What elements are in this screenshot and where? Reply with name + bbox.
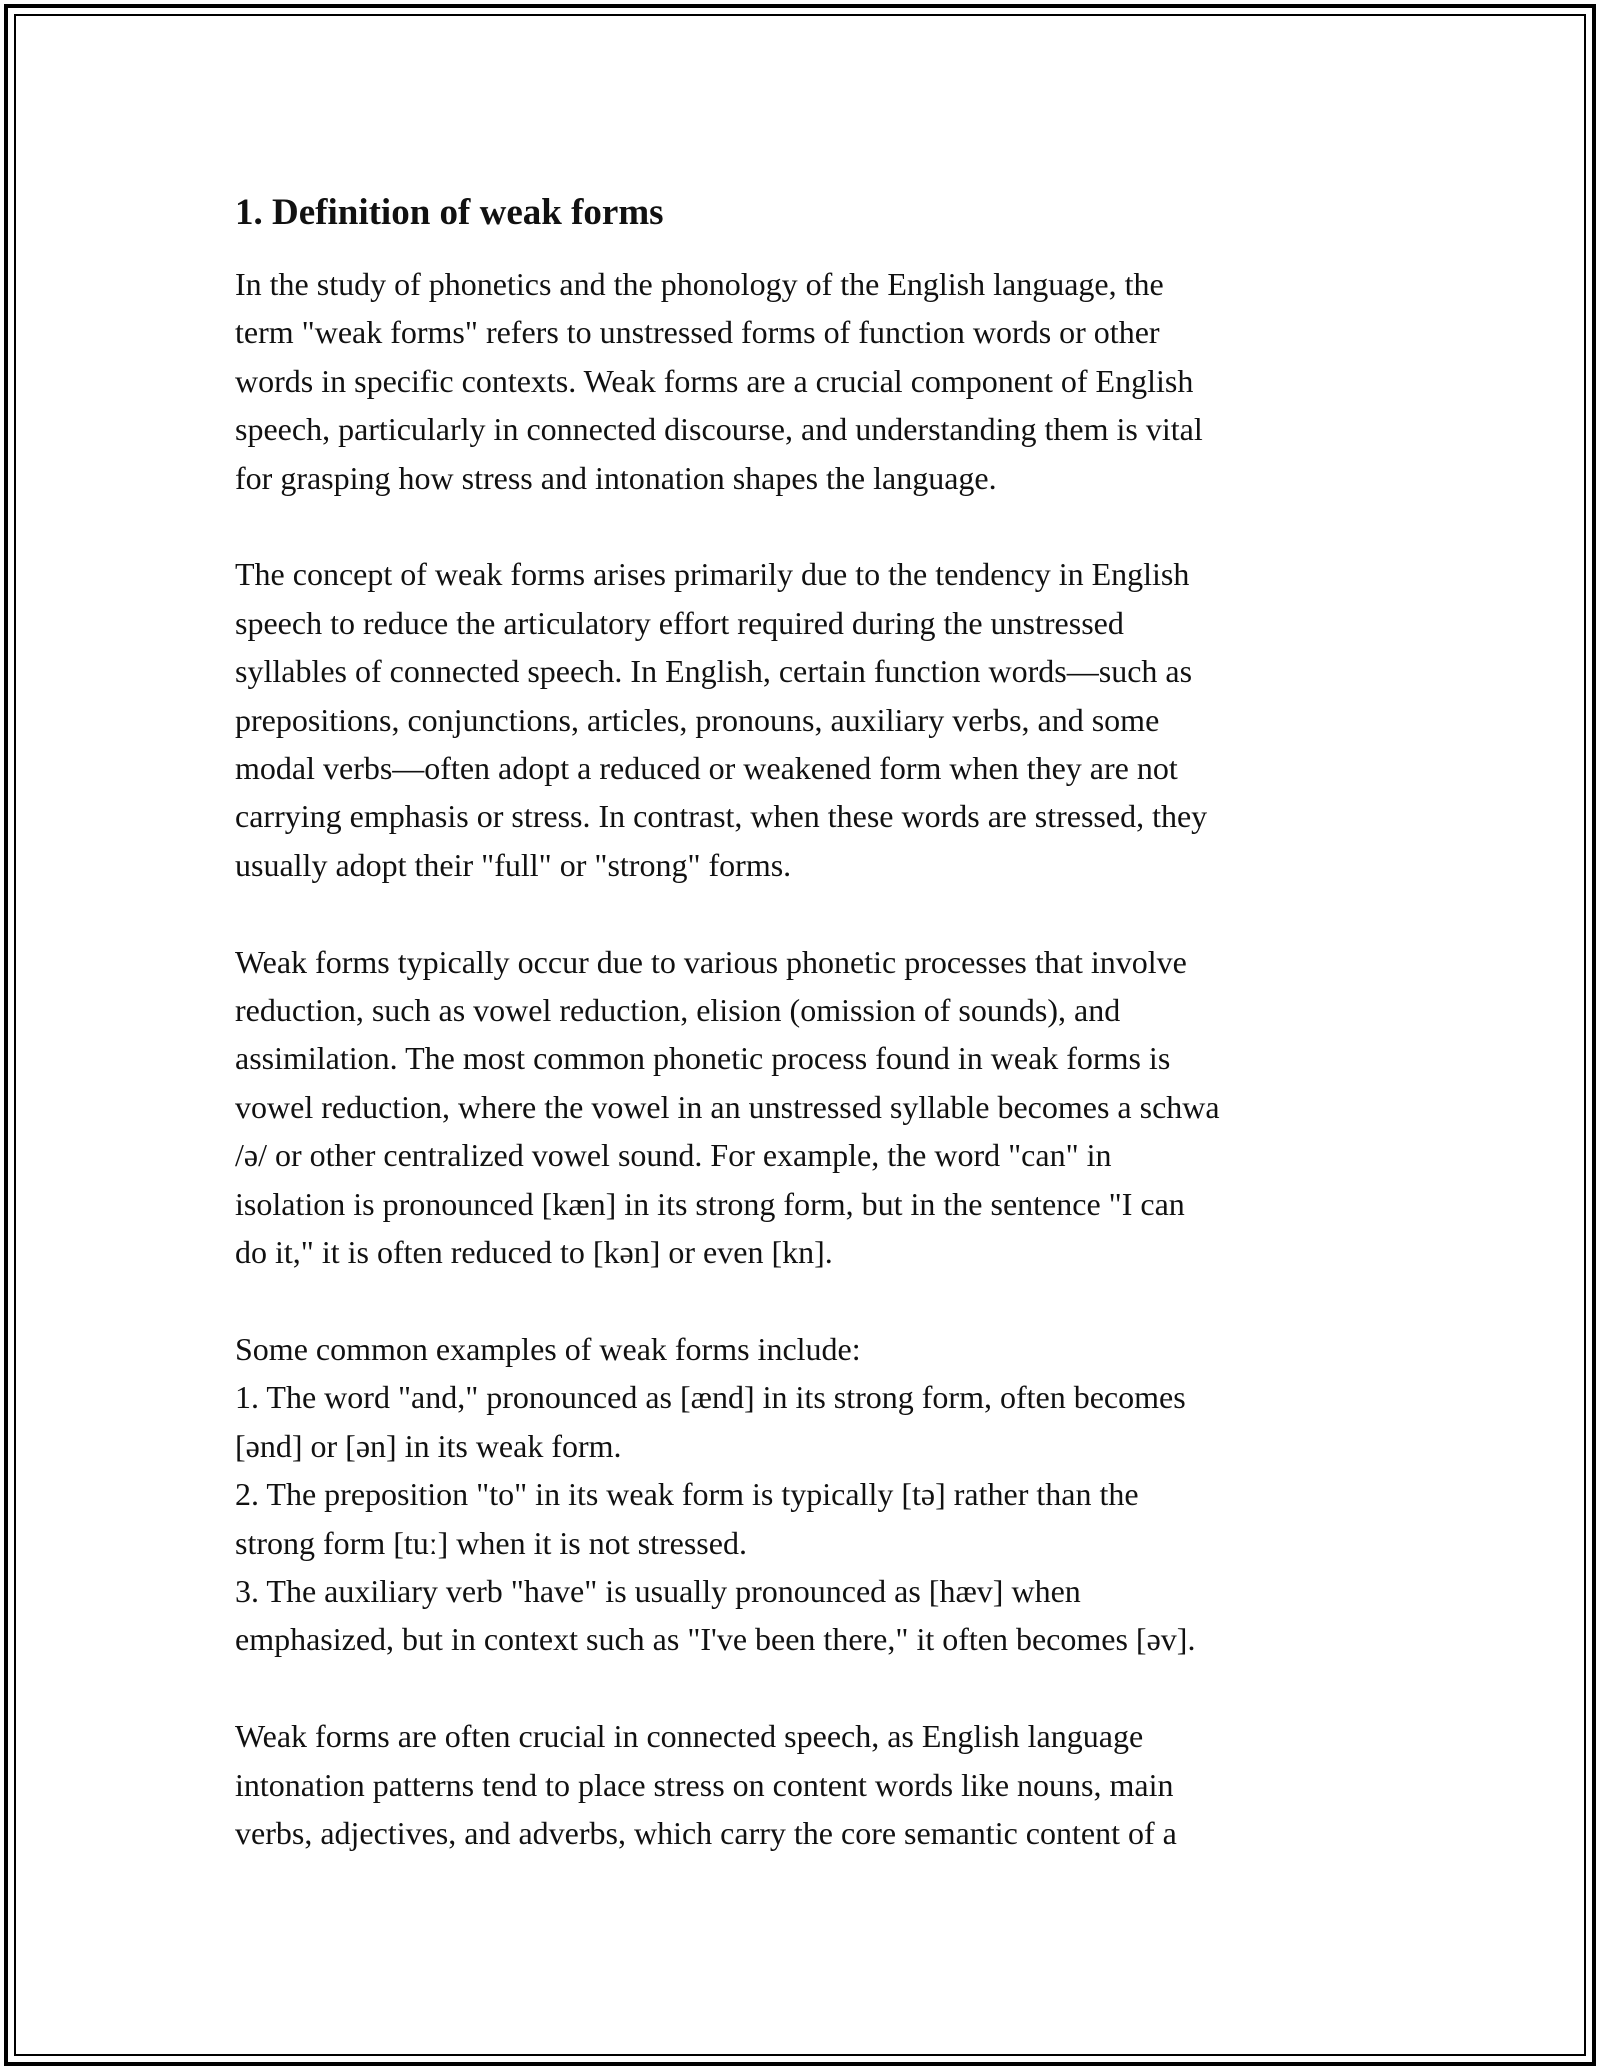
paragraph-examples	[235, 1325, 1385, 1664]
paragraph-definition	[235, 260, 1385, 502]
text-line: 1. The word "and," pronounced as [ænd] in its strong form, often becomes	[235, 1379, 1186, 1416]
text-line: syllables of connected speech. In English, certain function words—such as	[235, 653, 1193, 690]
text-line: term "weak forms" refers to unstressed forms of function words or other	[235, 314, 1160, 351]
text-line: 3. The auxiliary verb "have" is usually pronounced as [hæv] when	[235, 1572, 1081, 1609]
text-line: words in specific contexts. Weak forms are a crucial component of English	[235, 362, 1194, 399]
text-line: speech, particularly in connected discourse, and understanding them is vital	[235, 411, 1203, 448]
text-line: The concept of weak forms arises primarily due to the tendency in English	[235, 556, 1190, 593]
text-line: do it," it is often reduced to [kən] or even [kn].	[235, 1234, 833, 1271]
text-line: vowel reduction, where the vowel in an unstressed syllable becomes a schwa	[235, 1088, 1220, 1125]
text-line: usually adopt their "full" or "strong" forms.	[235, 846, 792, 883]
text-line: isolation is pronounced [kæn] in its strong form, but in the sentence "I can	[235, 1185, 1185, 1222]
text-line: In the study of phonetics and the phonology of the English language, the	[235, 266, 1164, 302]
text-line: emphasized, but in context such as "I've been there," it often becomes [əv].	[235, 1621, 1196, 1658]
text-line: verbs, adjectives, and adverbs, which carry the core semantic content of a	[235, 1814, 1177, 1851]
text-line: strong form [tuː] when it is not stressed.	[235, 1524, 747, 1561]
document-body	[235, 188, 1385, 1906]
text-line: Weak forms typically occur due to various phonetic processes that involve	[235, 943, 1187, 980]
paragraph-processes	[235, 938, 1385, 1277]
text-line: Some common examples of weak forms include:	[235, 1330, 861, 1367]
paragraph-connected-speech	[235, 1712, 1385, 1857]
text-line: for grasping how stress and intonation shapes the language.	[235, 459, 997, 496]
text-line: prepositions, conjunctions, articles, pronouns, auxiliary verbs, and some	[235, 701, 1160, 738]
text-line: reduction, such as vowel reduction, elision (omission of sounds), and	[235, 992, 1121, 1029]
text-line: Weak forms are often crucial in connected speech, as English language	[235, 1718, 1144, 1755]
paragraph-concept	[235, 550, 1385, 889]
section-heading: 1. Definition of weak forms	[235, 192, 664, 233]
text-line: intonation patterns tend to place stress on content words like nouns, main	[235, 1766, 1174, 1803]
text-line: [ənd] or [ən] in its weak form.	[235, 1427, 622, 1464]
text-line: assimilation. The most common phonetic process found in weak forms is	[235, 1040, 1171, 1077]
text-line: 2. The preposition "to" in its weak form is typically [tə] rather than the	[235, 1476, 1139, 1513]
text-line: modal verbs—often adopt a reduced or weakened form when they are not	[235, 750, 1178, 787]
text-line: /ə/ or other centralized vowel sound. For example, the word "can" in	[235, 1137, 1112, 1174]
text-line: speech to reduce the articulatory effort required during the unstressed	[235, 604, 1124, 641]
text-line: carrying emphasis or stress. In contrast, when these words are stressed, they	[235, 798, 1208, 835]
